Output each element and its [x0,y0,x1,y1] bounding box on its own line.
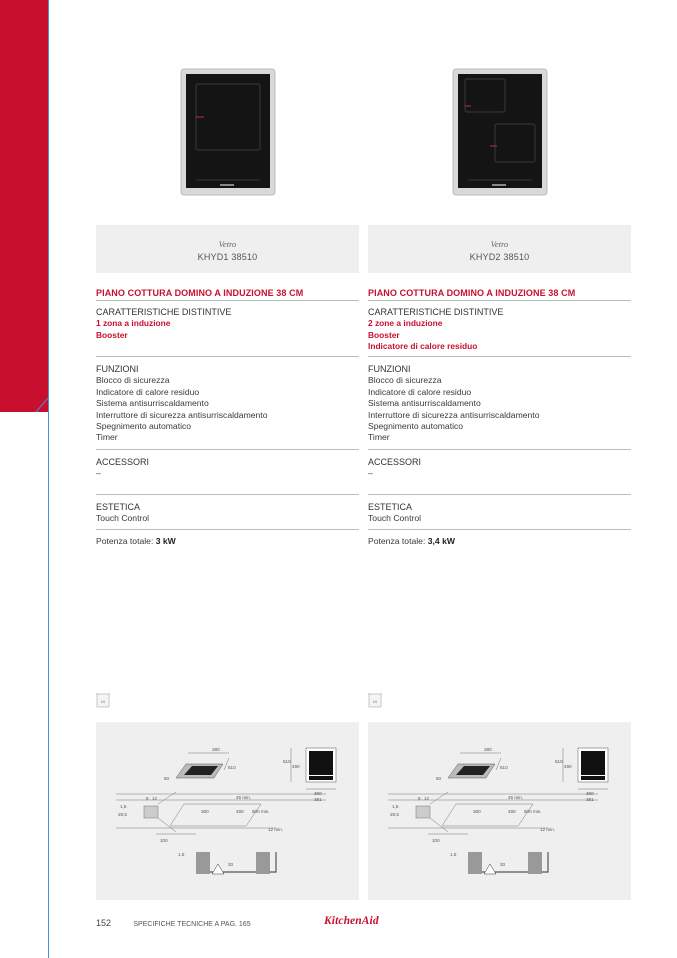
single-zone-hob-image [180,68,276,196]
divider [96,529,359,530]
dim-label: 490 [292,764,300,769]
dim-label: 12 [424,796,430,801]
two-zone-hob-image [452,68,548,196]
power-value: 3 kW [155,536,176,546]
functions-section [96,364,359,444]
product-title: PIANO COTTURA DOMINO A INDUZIONE 38 CM [96,288,304,298]
red-side-band [0,0,48,412]
functions-heading: FUNZIONI [368,364,411,374]
power-label: Potenza totale: [368,536,426,546]
dim-label: 1,5 [178,852,185,857]
features-heading: CARATTERISTICHE DISTINTIVE [96,307,232,317]
dim-label: 20 [228,862,234,867]
product-title: PIANO COTTURA DOMINO A INDUZIONE 38 CM [368,288,576,298]
divider [368,494,631,495]
dim-label: 28,5 [118,812,127,817]
divider [96,494,359,495]
margin-rule [48,0,49,958]
function-item: Blocco di sicurezza [368,375,442,386]
dim-label: 8 [146,796,149,801]
function-item: Indicatore di calore residuo [96,386,200,397]
kitchenaid-logo: KitchenAid [324,915,379,927]
divider [368,529,631,530]
feature-item: Booster [368,329,400,340]
dim-label: 490 [236,809,244,814]
function-item: Sistema antisurriscaldamento [368,398,481,409]
feature-item: Booster [96,329,128,340]
dim-label: 12 [152,796,158,801]
features-heading: CARATTERISTICHE DISTINTIVE [368,307,504,317]
dim-label: 1,5 [120,804,127,809]
divider [368,356,631,357]
features-section [368,307,631,353]
installation-drawing [368,722,631,900]
dim-label: 600 min. [524,809,542,814]
page-number: 152 [96,918,112,928]
dim-label: 45 min. [508,795,524,800]
power-label: Potenza totale: [96,536,154,546]
dim-label: 12 min. [540,827,556,832]
feature-item: Indicatore di calore residuo [368,341,478,352]
dim-label: 12 min. [268,827,284,832]
material-label: Vetro [218,239,237,249]
product-column-2 [368,0,631,958]
dim-label: 360 [473,809,481,814]
product-column-1 [96,0,359,958]
accessories-value: – [96,468,101,479]
accessories-heading: ACCESSORI [96,457,150,467]
spec-reference [133,921,250,928]
aesthetics-heading: ESTETICA [368,502,413,512]
dim-label: 510 [555,759,563,764]
divider [368,449,631,450]
dim-label: 8 [418,796,421,801]
dim-label: 1,5 [392,804,399,809]
dim-label: 1,5 [450,852,457,857]
material-label: Vetro [490,239,509,249]
feature-item: 1 zona a induzione [96,318,171,329]
spec-label: SPECIFICHE TECNICHE [133,921,213,928]
dim-label: 60 [164,776,170,781]
dimensions-icon [96,693,110,708]
total-power [368,536,455,546]
accessories-section [368,457,631,480]
dim-label: 490 [564,764,572,769]
power-value: 3,4 kW [427,536,455,546]
function-item: Indicatore di calore residuo [368,386,472,397]
functions-heading: FUNZIONI [96,364,139,374]
dim-label: 490 [508,809,516,814]
dim-label: 100 [432,838,440,843]
dim-label: 100 [160,838,168,843]
divider [368,300,631,301]
features-section [96,307,359,341]
function-item: Timer [96,432,118,443]
dim-label: 380 [212,747,220,752]
function-item: Spegnimento automatico [368,421,464,432]
dim-label: 60 [436,776,442,781]
dim-label: 380 [484,747,492,752]
installation-drawing-svg [368,722,631,900]
product-code: KHYD1 38510 [197,252,258,262]
dim-label: 600 min. [252,809,270,814]
function-item: Timer [368,432,390,443]
aesthetics-section [368,502,631,525]
dimensions-icon [368,693,382,708]
product-label-box [96,225,359,273]
product-code: KHYD2 38510 [469,252,530,262]
function-item: Blocco di sicurezza [96,375,170,386]
page-footer [96,918,251,928]
accessories-value: – [368,468,373,479]
divider [96,449,359,450]
spec-page-ref: A PAG. 165 [212,921,251,928]
dim-label: 510 [228,765,236,770]
dim-label: 360 [201,809,209,814]
divider [96,356,359,357]
red-band-fold [0,398,48,414]
installation-drawing [96,722,359,900]
product-label-box [368,225,631,273]
dim-label: 45 min. [236,795,252,800]
function-item: Sistema antisurriscaldamento [96,398,209,409]
aesthetics-section [96,502,359,525]
aesthetics-value: Touch Control [368,513,422,524]
divider [96,300,359,301]
accessories-section [96,457,359,480]
icon-number: 65 [372,699,378,704]
feature-item: 2 zone a induzione [368,318,443,329]
dim-label: 381 [314,797,322,802]
dim-label: 20 [500,862,506,867]
dim-label: 510 [283,759,291,764]
dim-label: 360 [586,791,594,796]
aesthetics-value: Touch Control [96,513,150,524]
function-item: Interruttore di sicurezza antisurriscaldamento [96,409,268,420]
dim-label: 381 [586,797,594,802]
accessories-heading: ACCESSORI [368,457,422,467]
aesthetics-heading: ESTETICA [96,502,141,512]
function-item: Interruttore di sicurezza antisurriscaldamento [368,409,540,420]
functions-section [368,364,631,444]
dim-label: 28,5 [390,812,399,817]
dim-label: 510 [500,765,508,770]
total-power [96,536,176,546]
dim-label: 360 [314,791,322,796]
installation-drawing-svg [96,722,359,900]
icon-number: 65 [100,699,106,704]
function-item: Spegnimento automatico [96,421,192,432]
